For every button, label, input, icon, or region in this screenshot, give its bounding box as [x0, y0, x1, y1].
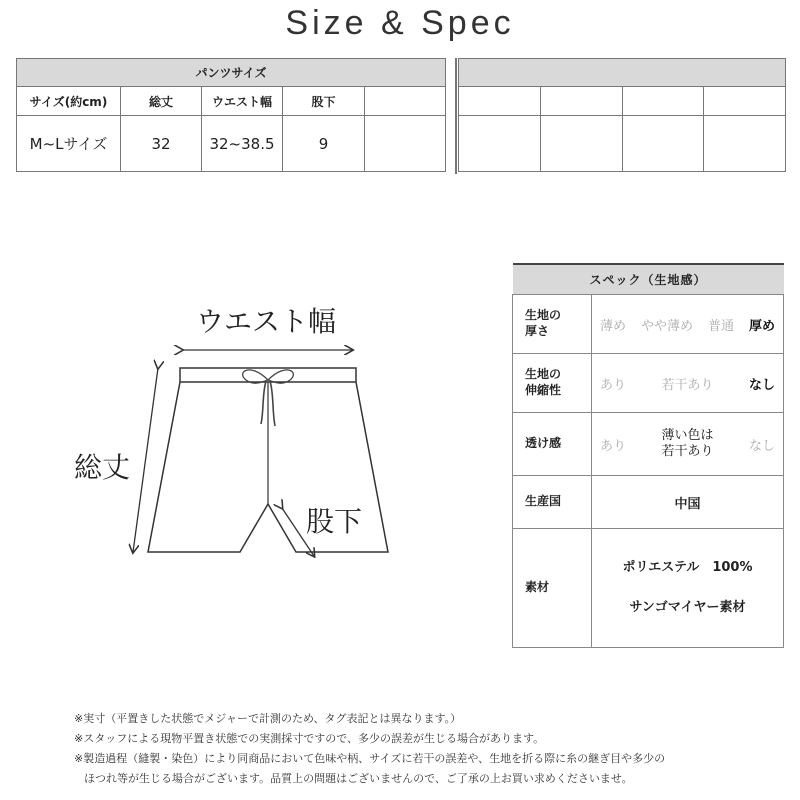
stretch-opt-2: 若干あり: [661, 377, 714, 393]
cell-inseam: 9: [283, 116, 365, 172]
page-title: Size & Spec: [285, 4, 515, 42]
col-waist: ウエスト幅: [202, 87, 283, 116]
spec-header: スペック（生地感）: [513, 264, 784, 295]
thickness-opt-1: 薄め: [600, 318, 627, 334]
inseam-arrow: [282, 508, 314, 556]
thickness-options: [592, 295, 784, 354]
cell-waist: 32~38.5: [202, 116, 283, 172]
note-2: ※スタッフによる現物平置き状態での実測採寸ですので、多少の誤差が生じる場合があります。: [74, 732, 545, 745]
material-note: サンゴマイヤー素材: [629, 600, 746, 615]
cell-length: 32: [121, 116, 202, 172]
sheer-label: 透け感: [513, 413, 592, 476]
note-1: ※実寸（平置きした状態でメジャーで計測のため、タグ表記とは異なります。）: [74, 712, 462, 725]
waist-label: ウエスト幅: [196, 305, 337, 338]
col-size: サイズ(約cm): [17, 87, 121, 116]
col-inseam: 股下: [283, 87, 365, 116]
cell-size: M~Lサイズ: [17, 116, 121, 172]
spec-table: [512, 263, 784, 648]
inseam-label: 股下: [306, 505, 363, 538]
thickness-opt-4: 厚め: [748, 318, 775, 334]
material-value: ポリエステル 100%: [622, 560, 753, 576]
notes: [74, 709, 774, 789]
stretch-label: 生地の 伸縮性: [513, 354, 592, 413]
origin-value: 中国: [592, 476, 784, 529]
length-arrow: [133, 368, 158, 552]
col-length: 総丈: [121, 87, 202, 116]
sheer-options: [592, 413, 784, 476]
stretch-opt-3: なし: [748, 377, 775, 393]
sheer-opt-3: なし: [748, 438, 775, 454]
origin-label: 生産国: [513, 476, 592, 529]
stretch-options: [592, 354, 784, 413]
sheer-opt-1: あり: [600, 438, 627, 454]
drawstring-left: [261, 381, 266, 424]
drawstring-right: [270, 381, 275, 426]
stretch-opt-1: あり: [600, 377, 627, 393]
note-3: ※製造過程（縫製・染色）により同商品において色味や柄、サイズに若干の誤差や、生地を折る際に糸の継ぎ目や多少の: [74, 752, 666, 765]
note-4: ほつれ等が生じる場合がございます。品質上の問題はございませんので、ご了承の上お買い求めくださいませ。: [84, 772, 633, 785]
length-label: 総丈: [74, 451, 131, 484]
thickness-label: 生地の 厚さ: [513, 295, 592, 354]
material-label: 素材: [513, 529, 592, 648]
thickness-opt-3: 普通: [707, 318, 734, 334]
thickness-opt-2: やや薄め: [640, 318, 693, 334]
size-group-header: パンツサイズ: [17, 59, 446, 87]
sheer-opt-2: 薄い色は 若干あり: [661, 427, 714, 459]
material-cell: [592, 529, 784, 648]
